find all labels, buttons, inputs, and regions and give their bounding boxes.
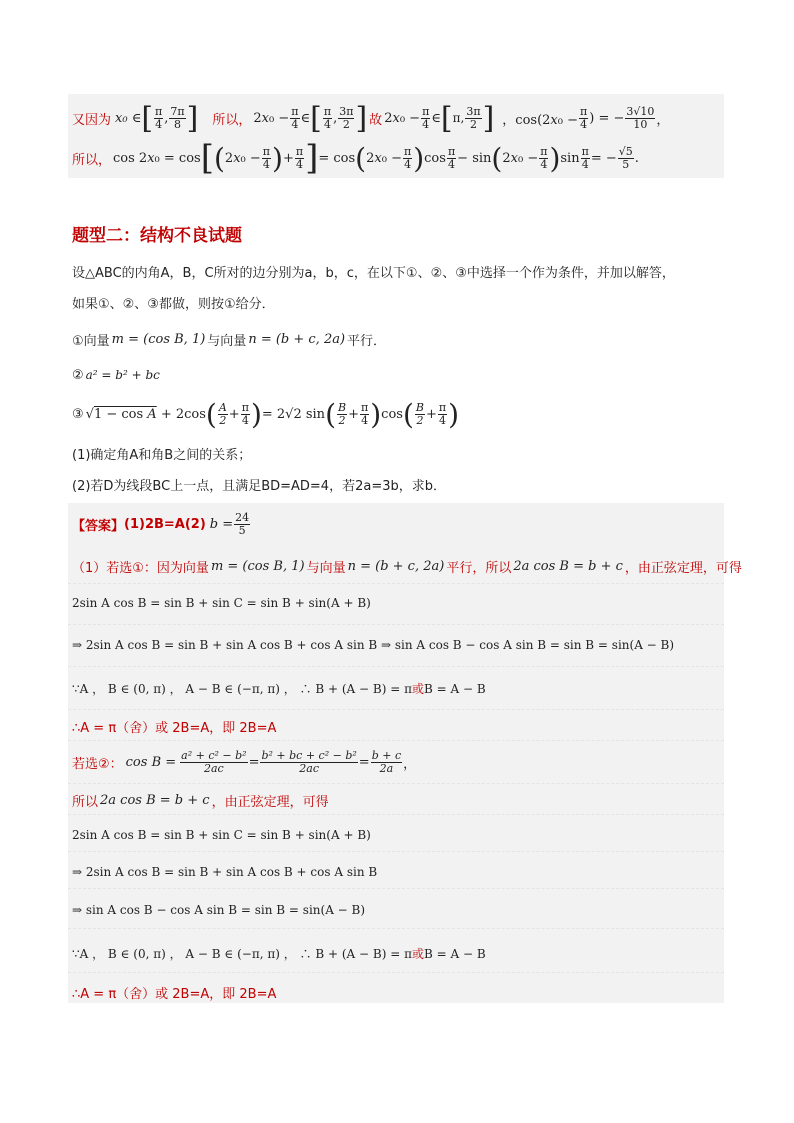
problem-intro-2: 如果①、②、③都做，则按①给分． [72,297,275,312]
question-2: (2)若D为线段BC上一点，且满足BD=AD=4，若2a=3b，求b． [72,479,446,494]
choice-2-conclusion: ∴A = π（舍）或 2B=A，即 2B=A [72,987,277,1002]
equation-2: ⇒ 2sin A cos B = sin B + sin A cos B + cos A sin B ⇒ sin A cos B − cos A sin B = sin B = sin(A − B) [72,638,675,652]
section-title: 题型二：结构不良试题 [72,226,242,246]
choice-1-head: （1）若选①：因为向量 m = (cos B, 1) 与向量 n = (b + c, 2a) 平行，所以 2a cos B = b + c ，由正弦定理，可得 [72,558,742,576]
equation-5: ⇒ 2sin A cos B = sin B + sin A cos B + cos A sin B [72,865,378,879]
problem-intro-1: 设△ABC的内角A，B，C所对的边分别为a，b，c，在以下①、②、③中选择一个作为条件，并加以解答， [72,266,675,281]
text-gu: 故 [369,112,383,128]
frac-7pi-8: $\frac{7\pi}{8}$ [170,104,185,131]
equation-6: ⇒ sin A cos B − cos A sin B = sin B = sin(A − B) [72,903,366,917]
answer-line: 【答案】 (1)2B=A(2) b = $\frac{24}{5}$ [72,510,250,537]
answer-label: 【答案】 [72,518,125,534]
frac-sqrt5-5: $\frac{√5}{5}$ [618,144,633,171]
choice-2-head: 若选②： cos B = $\frac{\text{a² + c² − b²}}{2ac}$ = $\frac{\text{b² + bc + c² − b²}}{2ac}$ = $\frac{b + c}{2a}$ ， [72,748,417,775]
eq-a2: a² = b² + bc [85,368,160,382]
math-x0: x₀ ∈ [115,110,142,126]
frac-3sqrt10-10: $\frac{3√10}{10}$ [626,104,655,131]
condition-3: ③ √1 − cos A + 2cos ( $\frac{A}{2}$ + $\frac{\pi}{4}$ ) = 2√2 sin ( $\frac{B}{2}$ + $\frac{\pi}{4}$ ) cos ( $\frac{B}{2}$ + $\frac{\pi}{4}$ ) [72,397,460,431]
equation-7: ∵A ， B ∈ (0, π) ， A − B ∈ (−π, π) ， ∴ B + (A − B) = π或B = A − B [72,947,486,961]
frac-pi-4: $\frac{\pi}{4}$ [155,104,163,131]
math-2x0-pi4: 2x₀ − [253,110,290,126]
solution-line-2: 所以， cos 2x₀ = cos [ ( 2x₀ − $\frac{\pi}{4}$ ) + $\frac{\pi}{4}$ ] = cos ( 2x₀ − $\frac{\pi}{4}$ ) cos $\frac{\pi}{4}$ − sin ( 2x₀ − $\frac{\pi}{4}$ ) sin $\frac{\pi}{4}$ = − $\frac{√5}{5}$ . [72,138,639,178]
condition-1: ①向量 m = (cos B, 1) 与向量 n = (b + c, 2a) 平行． [72,331,387,349]
equation-4: 2sin A cos B = sin B + sin C = sin B + sin(A + B) [72,828,371,842]
equation-1: 2sin A cos B = sin B + sin C = sin B + sin(A + B) [72,596,371,610]
text-youyinwei: 又因为 [72,112,112,128]
question-1: (1)确定角A和角B之间的关系； [72,448,252,463]
vector-n: n = (b + c, 2a) [248,331,346,347]
solution-line-1: 又因为 x₀ ∈ [ $\frac{\pi}{4}$ , $\frac{7\pi}{8}$ ] 所以， 2x₀ − $\frac{\pi}{4}$ ∈ [ $\frac{\pi}{4}$ , $\frac{3\pi}{2}$ ] 故 2x₀ − $\frac{\pi}{4}$ ∈ [ π, $\frac{3\pi}{2}$ ] ，cos(2x₀ − $\frac{\pi}{4}$ ) = − $\frac{3√10}{10}$ ， [72,100,670,136]
text-suoyi-2: 所以， [72,152,112,168]
answer-text: (1)2B=A(2) [124,516,206,532]
choice-2-line-2: 所以 2a cos B = b + c ，由正弦定理，可得 [72,793,329,810]
choice-1-conclusion: ∴A = π（舍）或 2B=A，即 2B=A [72,721,277,736]
condition-2: ② a² = b² + bc [72,367,160,383]
equation-3: ∵A ， B ∈ (0, π) ， A − B ∈ (−π, π) ， ∴ B + (A − B) = π或B = A − B [72,682,486,696]
vector-m: m = (cos B, 1) [111,331,206,347]
text-suoyi-1: 所以， [212,112,252,128]
